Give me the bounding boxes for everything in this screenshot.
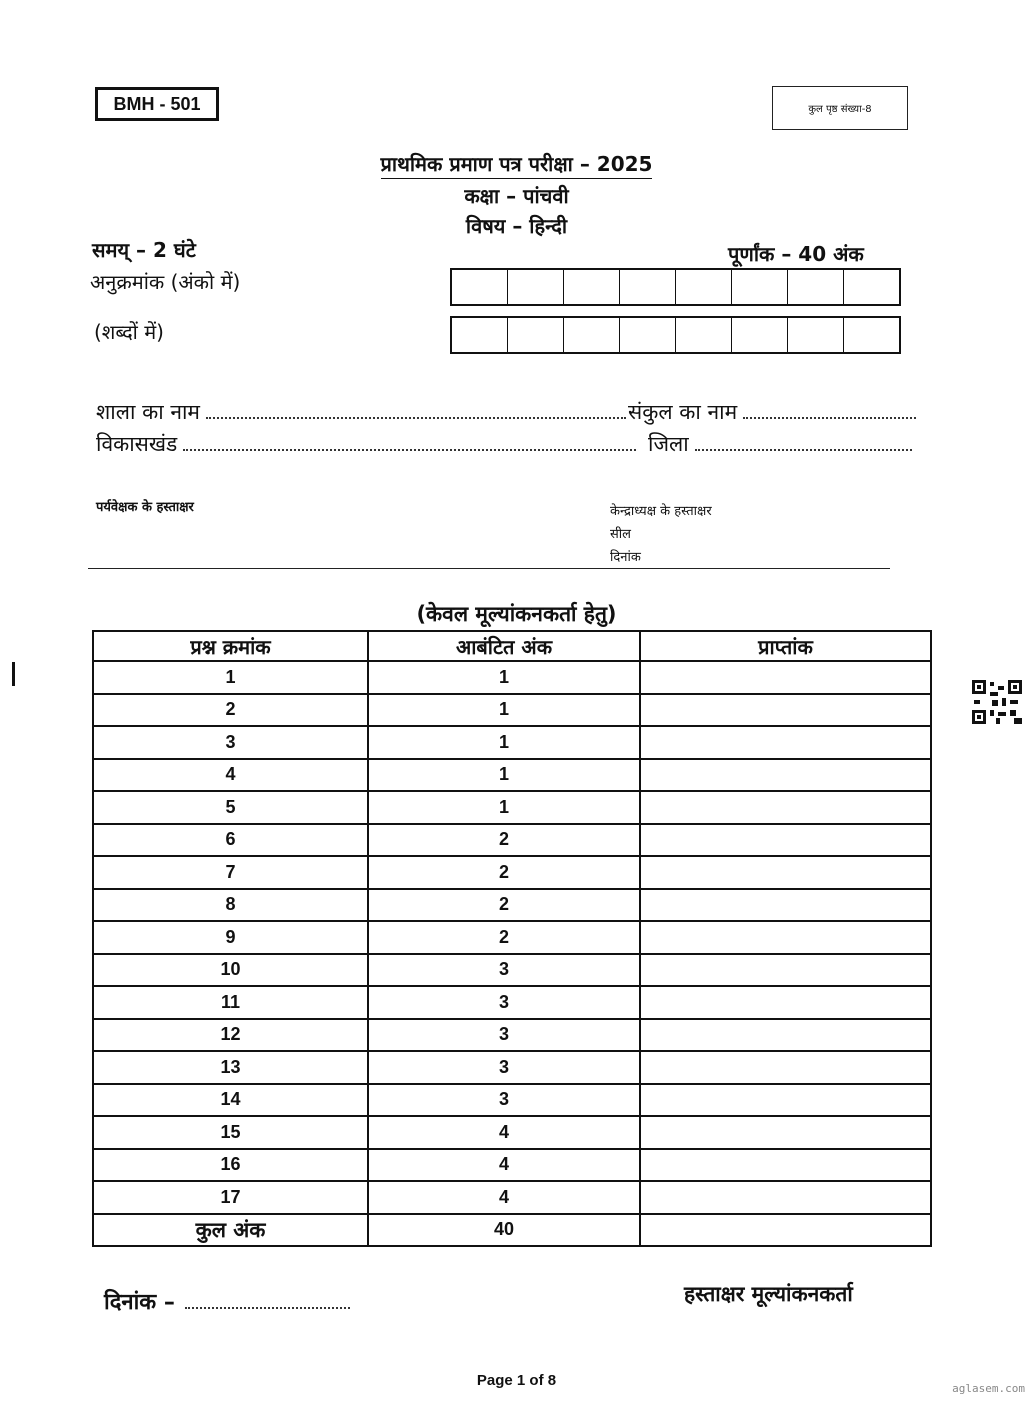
allotted-marks-cell: 1 xyxy=(368,661,640,694)
roll-box[interactable] xyxy=(452,318,508,352)
block-dots[interactable] xyxy=(183,435,636,451)
obtained-marks-cell[interactable] xyxy=(640,921,931,954)
roll-box[interactable] xyxy=(620,318,676,352)
obtained-marks-cell[interactable] xyxy=(640,1149,931,1182)
obtained-marks-cell[interactable] xyxy=(640,986,931,1019)
question-number-cell: 5 xyxy=(93,791,368,824)
roll-digits-label: अनुक्रमांक (अंको में) xyxy=(90,270,241,294)
allotted-marks-cell: 1 xyxy=(368,791,640,824)
cluster-name-field[interactable] xyxy=(628,398,916,426)
table-row xyxy=(93,1084,931,1117)
watermark: aglasem.com xyxy=(952,1382,1025,1395)
column-header-question: प्रश्न क्रमांक xyxy=(93,631,368,661)
table-row xyxy=(93,726,931,759)
question-number-cell: 16 xyxy=(93,1149,368,1182)
table-row xyxy=(93,791,931,824)
allotted-marks-cell: 1 xyxy=(368,694,640,727)
question-number-cell: 15 xyxy=(93,1116,368,1149)
question-number-cell: 2 xyxy=(93,694,368,727)
evaluator-signature-label: हस्ताक्षर मूल्यांकनकर्ता xyxy=(684,1282,853,1306)
question-number-cell: 14 xyxy=(93,1084,368,1117)
question-number-cell: 13 xyxy=(93,1051,368,1084)
district-dots[interactable] xyxy=(695,435,912,451)
table-row xyxy=(93,889,931,922)
allotted-marks-cell: 4 xyxy=(368,1149,640,1182)
obtained-marks-cell[interactable] xyxy=(640,759,931,792)
exam-title: प्राथमिक प्रमाण पत्र परीक्षा – 2025 xyxy=(381,150,653,179)
cluster-name-dots[interactable] xyxy=(743,403,916,419)
allotted-marks-cell: 3 xyxy=(368,1051,640,1084)
centre-signature-block xyxy=(610,500,712,569)
total-pages-box: कुल पृष्ठ संख्या-8 xyxy=(772,86,908,130)
class-text: कक्षा – पांचवी xyxy=(464,184,569,208)
roll-box[interactable] xyxy=(844,318,899,352)
district-label: जिला xyxy=(648,432,689,456)
roll-box[interactable] xyxy=(676,318,732,352)
block-label: विकासखंड xyxy=(96,432,178,456)
roll-box[interactable] xyxy=(620,270,676,304)
page-number: Page 1 of 8 xyxy=(476,1372,557,1389)
qr-code-icon xyxy=(972,680,1022,724)
roll-box[interactable] xyxy=(732,318,788,352)
question-number-cell: 9 xyxy=(93,921,368,954)
question-number-cell: 11 xyxy=(93,986,368,1019)
school-name-dots[interactable] xyxy=(206,403,626,419)
obtained-marks-cell[interactable] xyxy=(640,1084,931,1117)
allotted-marks-cell: 4 xyxy=(368,1116,640,1149)
table-row xyxy=(93,694,931,727)
block-field[interactable] xyxy=(96,430,636,458)
allotted-marks-cell: 2 xyxy=(368,889,640,922)
allotted-marks-cell: 3 xyxy=(368,954,640,987)
footer-date-label: दिनांक – xyxy=(104,1290,175,1315)
allotted-marks-cell: 1 xyxy=(368,726,640,759)
question-number-cell: 12 xyxy=(93,1019,368,1052)
allotted-marks-cell: 2 xyxy=(368,856,640,889)
roll-box[interactable] xyxy=(508,270,564,304)
table-row xyxy=(93,954,931,987)
class-line xyxy=(0,182,1033,209)
allotted-marks-cell: 2 xyxy=(368,824,640,857)
roll-box[interactable] xyxy=(452,270,508,304)
section-divider xyxy=(88,568,890,569)
question-number-cell: 17 xyxy=(93,1181,368,1214)
question-number-cell: 8 xyxy=(93,889,368,922)
table-header-row xyxy=(93,631,931,661)
obtained-marks-cell[interactable] xyxy=(640,1116,931,1149)
obtained-marks-cell[interactable] xyxy=(640,661,931,694)
table-row xyxy=(93,856,931,889)
table-row xyxy=(93,661,931,694)
allotted-marks-cell: 3 xyxy=(368,986,640,1019)
obtained-marks-cell[interactable] xyxy=(640,954,931,987)
marks-table xyxy=(92,630,932,1247)
table-row xyxy=(93,1116,931,1149)
question-number-cell: 1 xyxy=(93,661,368,694)
obtained-marks-cell[interactable] xyxy=(640,726,931,759)
obtained-marks-cell[interactable] xyxy=(640,889,931,922)
total-row xyxy=(93,1214,931,1247)
total-obtained-cell[interactable] xyxy=(640,1214,931,1247)
evaluation-title: (केवल मूल्यांकनकर्ता हेतु) xyxy=(416,602,617,626)
obtained-marks-cell[interactable] xyxy=(640,694,931,727)
obtained-marks-cell[interactable] xyxy=(640,1019,931,1052)
roll-box[interactable] xyxy=(564,270,620,304)
obtained-marks-cell[interactable] xyxy=(640,1051,931,1084)
paper-code: BMH - 501 xyxy=(96,88,218,120)
district-field[interactable] xyxy=(648,430,912,458)
table-row xyxy=(93,759,931,792)
allotted-marks-cell: 3 xyxy=(368,1019,640,1052)
cluster-name-label: संकुल का नाम xyxy=(628,400,738,424)
allotted-marks-cell: 4 xyxy=(368,1181,640,1214)
question-number-cell: 10 xyxy=(93,954,368,987)
total-value: 40 xyxy=(368,1214,640,1247)
question-number-cell: 4 xyxy=(93,759,368,792)
table-row xyxy=(93,824,931,857)
question-number-cell: 6 xyxy=(93,824,368,857)
question-number-cell: 3 xyxy=(93,726,368,759)
roll-box[interactable] xyxy=(788,270,844,304)
roll-box[interactable] xyxy=(564,318,620,352)
roll-box[interactable] xyxy=(508,318,564,352)
roll-box[interactable] xyxy=(676,270,732,304)
table-row xyxy=(93,1051,931,1084)
school-name-field[interactable] xyxy=(96,398,626,426)
exam-title-line xyxy=(0,150,1033,179)
question-number-cell: 7 xyxy=(93,856,368,889)
obtained-marks-cell[interactable] xyxy=(640,824,931,857)
footer-date-dots[interactable] xyxy=(185,1293,350,1309)
column-header-obtained: प्राप्तांक xyxy=(640,631,931,661)
signature-date-label: दिनांक xyxy=(610,550,641,565)
roll-box[interactable] xyxy=(844,270,899,304)
roll-box[interactable] xyxy=(788,318,844,352)
centre-head-signature-label: केन्द्राध्यक्ष के हस्ताक्षर xyxy=(610,504,712,519)
time-label: समय् – 2 घंटे xyxy=(92,238,196,262)
roll-words-boxes[interactable] xyxy=(450,316,901,354)
column-header-allotted: आबंटित अंक xyxy=(368,631,640,661)
roll-words-label: (शब्दों में) xyxy=(94,320,164,344)
obtained-marks-cell[interactable] xyxy=(640,856,931,889)
max-marks-label: पूर्णांक – 40 अंक xyxy=(728,242,864,266)
allotted-marks-cell: 1 xyxy=(368,759,640,792)
marks-table-body xyxy=(93,661,931,1214)
footer-date-field[interactable] xyxy=(104,1286,350,1316)
total-label: कुल अंक xyxy=(93,1214,368,1247)
allotted-marks-cell: 2 xyxy=(368,921,640,954)
subject-text: विषय – हिन्दी xyxy=(465,214,568,238)
margin-mark xyxy=(12,662,15,686)
table-row xyxy=(93,1019,931,1052)
obtained-marks-cell[interactable] xyxy=(640,1181,931,1214)
obtained-marks-cell[interactable] xyxy=(640,791,931,824)
allotted-marks-cell: 3 xyxy=(368,1084,640,1117)
table-row xyxy=(93,1149,931,1182)
roll-digits-boxes[interactable] xyxy=(450,268,901,306)
table-row xyxy=(93,921,931,954)
supervisor-signature-label: पर्यवेक्षक के हस्ताक्षर xyxy=(96,500,194,515)
school-name-label: शाला का नाम xyxy=(96,400,200,424)
table-row xyxy=(93,1181,931,1214)
subject-line xyxy=(0,212,1033,239)
table-row xyxy=(93,986,931,1019)
seal-label: सील xyxy=(610,527,631,542)
roll-box[interactable] xyxy=(732,270,788,304)
